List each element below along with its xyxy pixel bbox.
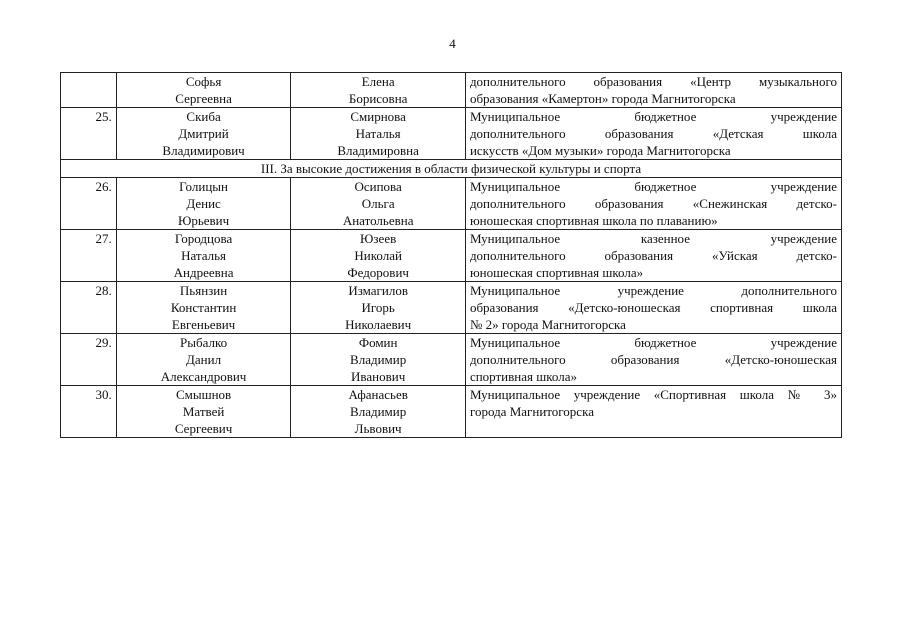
organization: дополнительного образования «Центр музыкального образования «Камертон» города Магнитогорска bbox=[465, 73, 841, 108]
table-row bbox=[61, 73, 842, 108]
mentor-name: Юзеев Николай Федорович bbox=[291, 230, 466, 282]
row-number: 27. bbox=[61, 230, 117, 282]
mentor-name: Фомин Владимир Иванович bbox=[291, 334, 466, 386]
organization: Муниципальное казенное учреждение дополнительного образования «Уйская детско- юношеская спортивная школа» bbox=[465, 230, 841, 282]
mentor-name: Елена Борисовна bbox=[291, 73, 466, 108]
row-number: 25. bbox=[61, 108, 117, 160]
table-row bbox=[61, 108, 842, 160]
organization: Муниципальное учреждение дополнительного образования «Детско-юношеская спортивная школа № 2» города Магнитогорска bbox=[465, 282, 841, 334]
organization: Муниципальное бюджетное учреждение дополнительного образования «Снежинская детско- юношеская спортивная школа по плаванию» bbox=[465, 178, 841, 230]
awardee-name: Софья Сергеевна bbox=[116, 73, 291, 108]
table-row bbox=[61, 386, 842, 438]
awardee-name: Городцова Наталья Андреевна bbox=[116, 230, 291, 282]
table-row bbox=[61, 334, 842, 386]
row-number: 28. bbox=[61, 282, 117, 334]
row-number: 26. bbox=[61, 178, 117, 230]
organization: Муниципальное бюджетное учреждение дополнительного образования «Детско-юношеская спортивная школа» bbox=[465, 334, 841, 386]
organization: Муниципальное бюджетное учреждение дополнительного образования «Детская школа искусств «Дом музыки» города Магнитогорска bbox=[465, 108, 841, 160]
section-title: III. За высокие достижения в области физической культуры и спорта bbox=[61, 160, 842, 178]
row-number: 29. bbox=[61, 334, 117, 386]
awardee-name: Рыбалко Данил Александрович bbox=[116, 334, 291, 386]
awardee-name: Скиба Дмитрий Владимирович bbox=[116, 108, 291, 160]
organization: Муниципальное учреждение «Спортивная школа № 3» города Магнитогорска bbox=[465, 386, 841, 438]
awards-table bbox=[60, 72, 842, 438]
mentor-name: Осипова Ольга Анатольевна bbox=[291, 178, 466, 230]
table-row bbox=[61, 230, 842, 282]
table-row bbox=[61, 178, 842, 230]
mentor-name: Смирнова Наталья Владимировна bbox=[291, 108, 466, 160]
table-row bbox=[61, 282, 842, 334]
awardee-name: Голицын Денис Юрьевич bbox=[116, 178, 291, 230]
section-row bbox=[61, 160, 842, 178]
awardee-name: Смышнов Матвей Сергеевич bbox=[116, 386, 291, 438]
awardee-name: Пьянзин Константин Евгеньевич bbox=[116, 282, 291, 334]
row-number bbox=[61, 73, 117, 108]
mentor-name: Измагилов Игорь Николаевич bbox=[291, 282, 466, 334]
row-number: 30. bbox=[61, 386, 117, 438]
page-number: 4 bbox=[449, 36, 456, 51]
mentor-name: Афанасьев Владимир Львович bbox=[291, 386, 466, 438]
